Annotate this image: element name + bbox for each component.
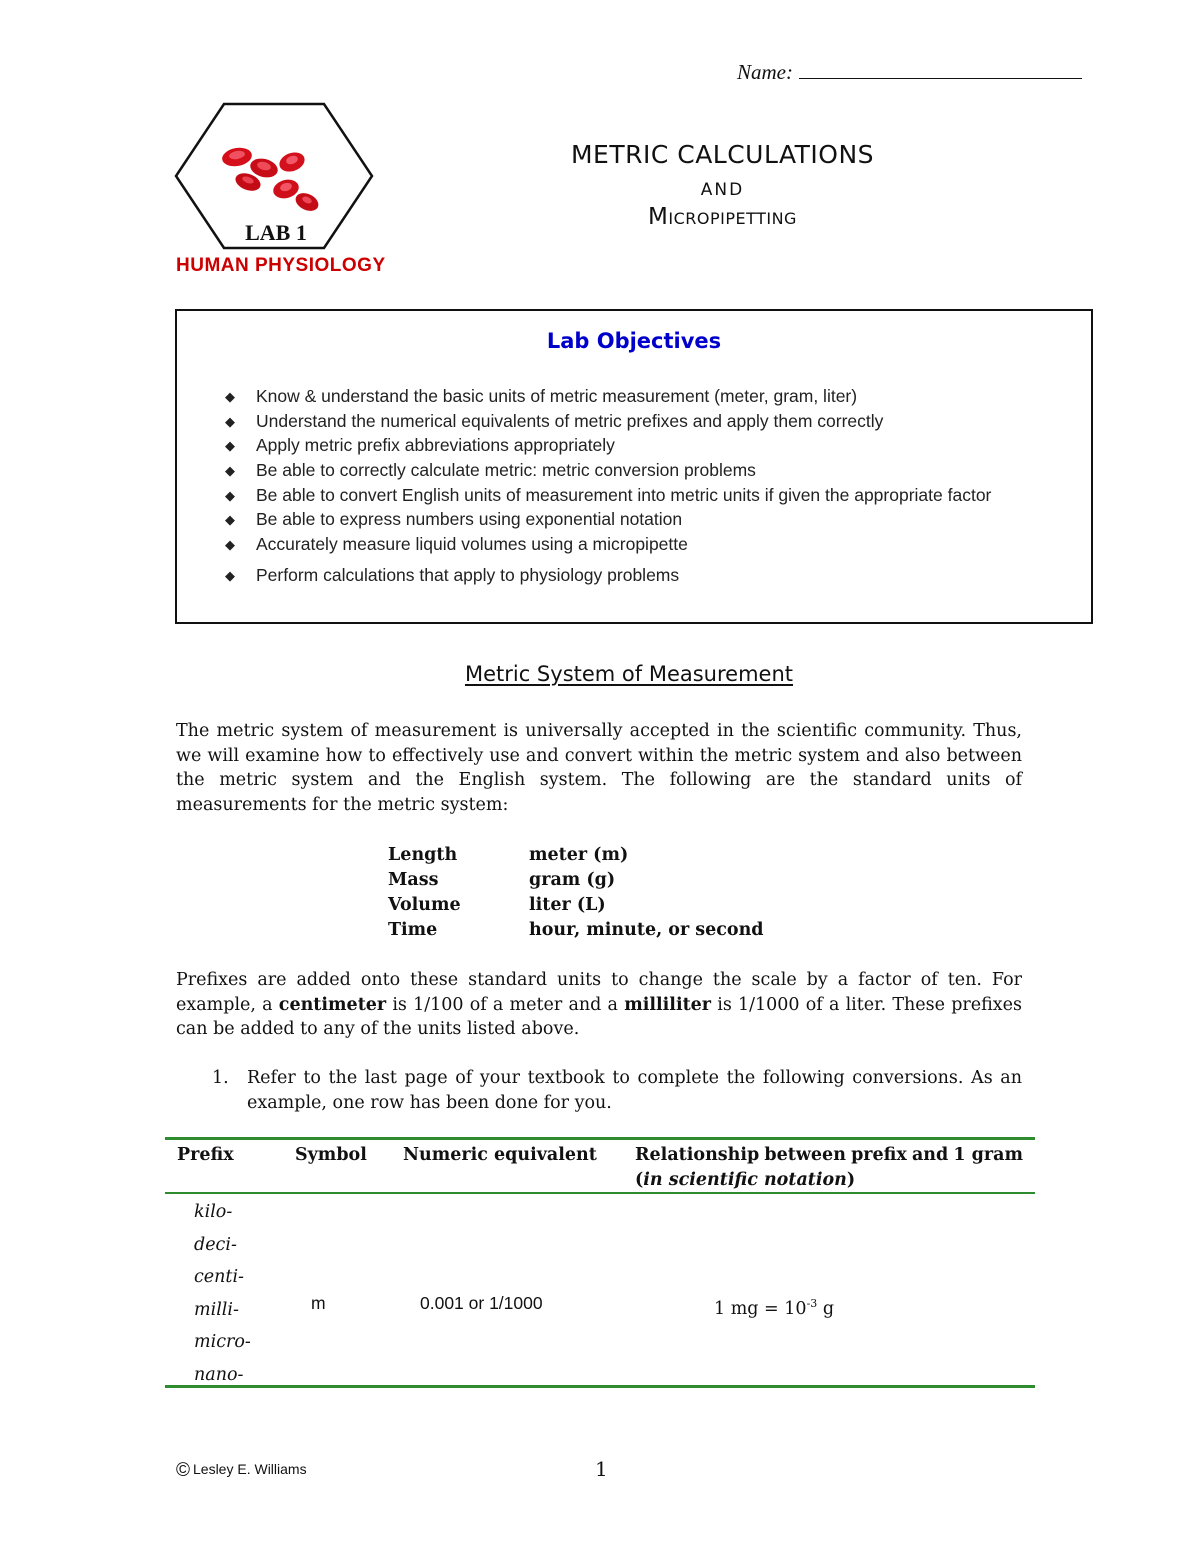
objectives-box (175, 309, 1093, 624)
diamond-bullet-icon: ◆ (225, 537, 235, 553)
page-number: 1 (595, 1457, 608, 1481)
author-name: Lesley E. Williams (193, 1461, 307, 1477)
diamond-bullet-icon: ◆ (225, 463, 235, 479)
page-subtitle: Micropipetting (648, 204, 797, 230)
list-item: ◆ Accurately measure liquid volumes using a micropipette (225, 534, 688, 555)
unit-row-length: Length meter (m) (388, 845, 629, 865)
diamond-bullet-icon: ◆ (225, 438, 235, 454)
table-header-prefix: Prefix (177, 1145, 234, 1165)
table-row-prefix: milli- (194, 1299, 239, 1320)
table-row-prefix: nano- (194, 1364, 244, 1385)
list-item: ◆ Apply metric prefix abbreviations appropriately (225, 435, 615, 456)
table-top-rule (165, 1137, 1035, 1140)
section-title: Metric System of Measurement (464, 662, 794, 686)
table-header-numeric: Numeric equivalent (403, 1145, 597, 1165)
diamond-bullet-icon: ◆ (225, 512, 235, 528)
table-header-rule (165, 1192, 1035, 1194)
table-header-symbol: Symbol (295, 1145, 367, 1165)
diamond-bullet-icon: ◆ (225, 568, 235, 584)
list-item: ◆ Be able to express numbers using exponential notation (225, 509, 683, 530)
name-field[interactable] (737, 60, 1082, 85)
table-row-prefix: centi- (194, 1267, 244, 1287)
table-header-relationship: Relationship between prefix and 1 gram (in scientific notation) (635, 1145, 1023, 1190)
list-item: ◆ Be able to correctly calculate metric: metric conversion problems (225, 460, 756, 481)
name-blank-line[interactable] (799, 60, 1082, 79)
table-bottom-rule (165, 1385, 1035, 1388)
unit-row-volume: Volume liter (L) (388, 895, 606, 915)
copyright-icon: © (176, 1460, 190, 1481)
example-relationship-cell: 1 mg = $10^{-3}$ g (714, 1297, 835, 1319)
diamond-bullet-icon: ◆ (225, 413, 235, 429)
objectives-list (225, 385, 1055, 589)
unit-row-time: Time hour, minute, or second (388, 920, 764, 940)
footer-copyright (176, 1460, 307, 1482)
unit-row-mass: Mass gram (g) (388, 870, 616, 890)
list-item: ◆ Perform calculations that apply to physiology problems (225, 565, 680, 586)
example-numeric-cell: 0.001 or 1/1000 (420, 1293, 543, 1313)
logo-label: LAB 1 (245, 220, 307, 245)
intro-paragraph: The metric system of measurement is universally accepted in the scientific community. Thus, we will examine how to effectively use and convert within the metric system and also between the metric system and the English system. The following are the standard units of measurements for the metric system: (176, 721, 1022, 815)
prefix-column (194, 1196, 251, 1391)
page-title-connector: AND (700, 180, 745, 200)
prefix-paragraph: Prefixes are added onto these standard units to change the scale by a factor of ten. For example, a centimeter is 1/100 of a meter and a milliliter is 1/1000 of a liter. These prefixes can be added to any of the units listed above. (176, 970, 1022, 1039)
page-title: METRIC CALCULATIONS (570, 140, 875, 169)
objectives-title: Lab Objectives (546, 329, 722, 353)
question-1 (212, 1066, 1022, 1116)
table-row-prefix: micro- (194, 1332, 251, 1352)
logo-subtitle: HUMAN PHYSIOLOGY (176, 255, 386, 276)
question-text: Refer to the last page of your textbook to complete the following conversions. As an example, one row has been done for you. (247, 1068, 1022, 1113)
name-label: Name: (737, 60, 793, 84)
table-row-prefix: kilo- (194, 1202, 233, 1222)
list-item: ◆ Understand the numerical equivalents of metric prefixes and apply them correctly (225, 410, 884, 431)
example-symbol-cell: m (311, 1293, 326, 1313)
table-row-prefix: deci- (194, 1234, 237, 1255)
diamond-bullet-icon: ◆ (225, 389, 235, 404)
list-item: ◆ Know & understand the basic units of metric measurement (meter, gram, liter) (225, 386, 858, 406)
diamond-bullet-icon: ◆ (225, 487, 235, 503)
question-number: 1. (212, 1068, 229, 1088)
units-list (388, 843, 764, 943)
list-item: ◆ Be able to convert English units of measurement into metric units if given the appropriate factor (225, 484, 992, 505)
